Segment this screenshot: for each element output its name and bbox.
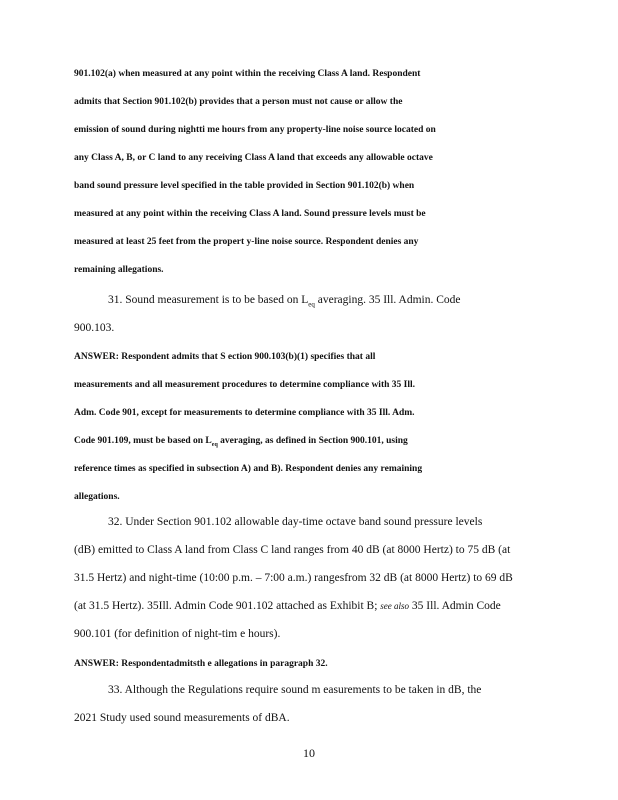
text-segment: (at 31.5 Hertz). 35Ill. Admin Code 901.102 attached as Exhibit B;: [74, 600, 378, 612]
paragraph-31-line: [108, 294, 461, 308]
text-line: (dB) emitted to Class A land from Class C land ranges from 40 dB (at 8000 Hertz) to 75 dB (at: [74, 544, 511, 556]
text-line: 900.103.: [74, 322, 115, 334]
text-line: 31.5 Hertz) and night-time (10:00 p.m. – 7:00 a.m.) rangesfrom 32 dB (at 8000 Hertz) to 69 dB: [74, 572, 513, 584]
text-segment: 31. Sound measurement is to be based on L: [108, 294, 309, 306]
text-line: any Class A, B, or C land to any receiving Class A land that exceeds any allowable octave: [74, 153, 433, 163]
text-line: measurements and all measurement procedures to determine compliance with 35 Ill.: [74, 380, 415, 390]
text-segment: averaging. 35 Ill. Admin. Code: [314, 294, 461, 306]
text-line: 2021 Study used sound measurements of dBA.: [74, 712, 290, 724]
text-line: measured at least 25 feet from the propert y-line noise source. Respondent denies any: [74, 237, 419, 247]
italic-signal: see also: [380, 601, 410, 611]
text-line: band sound pressure level specified in the table provided in Section 901.102(b) when: [74, 181, 415, 191]
subscript: eq: [308, 300, 315, 309]
text-line: [74, 436, 408, 448]
subscript: eq: [211, 441, 218, 448]
text-line: 900.101 (for definition of night-tim e hours).: [74, 628, 281, 640]
text-line: Adm. Code 901, except for measurements to determine compliance with 35 Ill. Adm.: [74, 408, 415, 418]
text-line: 901.102(a) when measured at any point within the receiving Class A land. Respondent: [74, 69, 421, 79]
text-line: allegations.: [74, 492, 120, 502]
text-segment: 35 Ill. Admin Code: [411, 600, 501, 612]
text-line: reference times as specified in subsection A) and B). Respondent denies any remaining: [74, 464, 423, 474]
text-segment: Code 901.109, must be based on L: [74, 436, 212, 446]
text-line: remaining allegations.: [74, 265, 164, 275]
text-line: [74, 600, 501, 612]
text-line: emission of sound during nightti me hours from any property-line noise source located on: [74, 125, 436, 135]
text-segment: averaging, as defined in Section 900.101, using: [217, 436, 408, 446]
paragraph-33-line: 33. Although the Regulations require sound m easurements to be taken in dB, the: [108, 684, 482, 696]
text-line: admits that Section 901.102(b) provides that a person must not cause or allow the: [74, 97, 403, 107]
page-number: 10: [303, 746, 315, 760]
paragraph-32-line: 32. Under Section 901.102 allowable day-time octave band sound pressure levels: [108, 516, 483, 528]
text-line: measured at any point within the receiving Class A land. Sound pressure levels must be: [74, 209, 426, 219]
answer-label-line: ANSWER: Respondentadmitsth e allegations in paragraph 32.: [74, 659, 328, 669]
answer-label-line: ANSWER: Respondent admits that S ection 900.103(b)(1) specifies that all: [74, 352, 376, 362]
